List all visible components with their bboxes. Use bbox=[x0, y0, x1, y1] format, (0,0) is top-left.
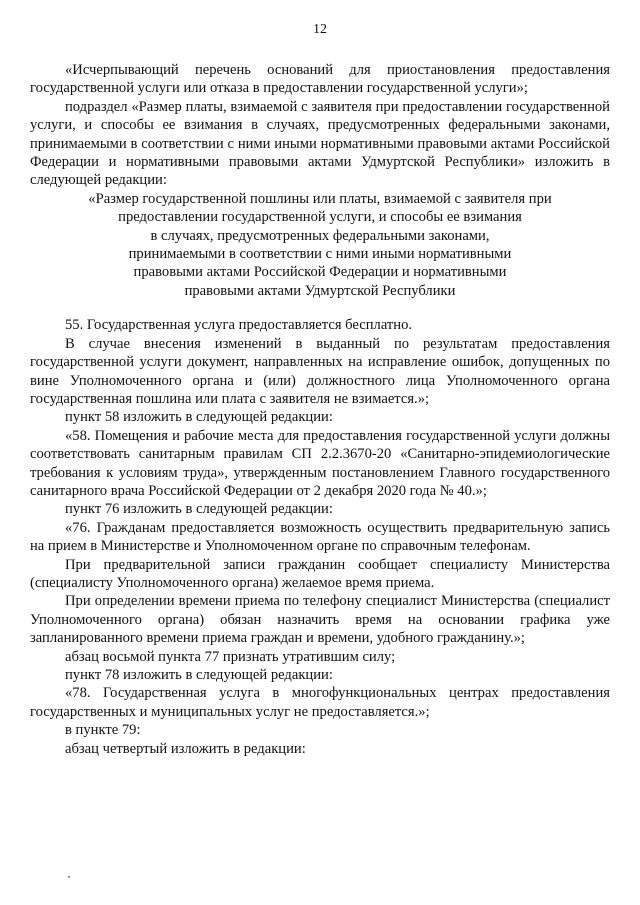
paragraph: «78. Государственная услуга в многофункциональных центрах предоставления государственных и муниципальных услуг не предоставляется.»; bbox=[30, 685, 610, 720]
paragraph: пункт 76 изложить в следующей редакции: bbox=[65, 501, 333, 518]
paragraph: пункт 78 изложить в следующей редакции: bbox=[65, 667, 333, 683]
heading-line: правовыми актами Удмуртской Республики bbox=[184, 282, 456, 299]
heading-line: в случаях, предусмотренных федеральными законами, bbox=[150, 227, 490, 244]
paragraph: «58. Помещения и рабочие места для предоставления государственной услуги должны соответствовать санитарным правилам СП 2.2.3670-20 «Санитарно-эпидемиологические требования к условиям труда», утвержденным постановлением Главного государственного санитарного врача Российской Федерации от 2 декабря 2020 года № 40.»; bbox=[30, 427, 610, 499]
paragraph: В случае внесения изменений в выданный по результатам предоставления государственной услуги документ, направленных на исправление ошибок, допущенных по вине Уполномоченного органа и (или) должностного лица Уполномоченного органа государственная пошлина или плата с заявителя не взимается.»; bbox=[30, 335, 610, 407]
paragraph: абзац четвертый изложить в редакции: bbox=[65, 740, 306, 757]
paragraph: пункт 58 изложить в следующей редакции: bbox=[65, 409, 333, 426]
paragraph: в пункте 79: bbox=[65, 722, 141, 739]
paragraph: «Исчерпывающий перечень оснований для приостановления предоставления государственной услуги или отказа в предоставлении государственной услуги»; bbox=[30, 62, 610, 97]
paragraph: подраздел «Размер платы, взимаемой с заявителя при предоставлении государственной услуги, и способы ее взимания в случаях, предусмотренных федеральными законами, принимаемыми в соответствии с ними иными нормативными правовыми актами Российской Федерации и нормативными правовыми актами Удмуртской Республики» изложить в следующей редакции: bbox=[30, 98, 610, 189]
heading-line: «Размер государственной пошлины или платы, взимаемой с заявителя при bbox=[88, 190, 552, 207]
paragraph: абзац восьмой пункта 77 признать утратившим силу; bbox=[65, 648, 396, 665]
heading-line: правовыми актами Российской Федерации и нормативными bbox=[133, 264, 507, 281]
paragraph: «76. Гражданам предоставляется возможность осуществить предварительную запись на прием в Министерстве и Уполномоченном органе по справочным телефонам. bbox=[30, 519, 610, 555]
paragraph: 55. Государственная услуга предоставляется бесплатно. bbox=[65, 317, 413, 334]
scan-speck bbox=[68, 876, 70, 878]
document-body bbox=[30, 61, 610, 758]
paragraph: При определении времени приема по телефону специалист Министерства (специалист Уполномоченного органа) обязан назначить время на основании графика уже запланированного времени приема граждан и времени, удобного гражданину.»; bbox=[30, 593, 610, 647]
paragraph: При предварительной записи гражданин сообщает специалисту Министерства (специалисту Уполномоченного органа) желаемое время приема. bbox=[30, 556, 610, 591]
page-number: 12 bbox=[313, 22, 327, 37]
section-heading bbox=[30, 190, 610, 300]
heading-line: принимаемыми в соответствии с ними иными нормативными bbox=[128, 246, 512, 263]
heading-line: предоставлении государственной услуги, и способы ее взимания bbox=[118, 209, 522, 226]
